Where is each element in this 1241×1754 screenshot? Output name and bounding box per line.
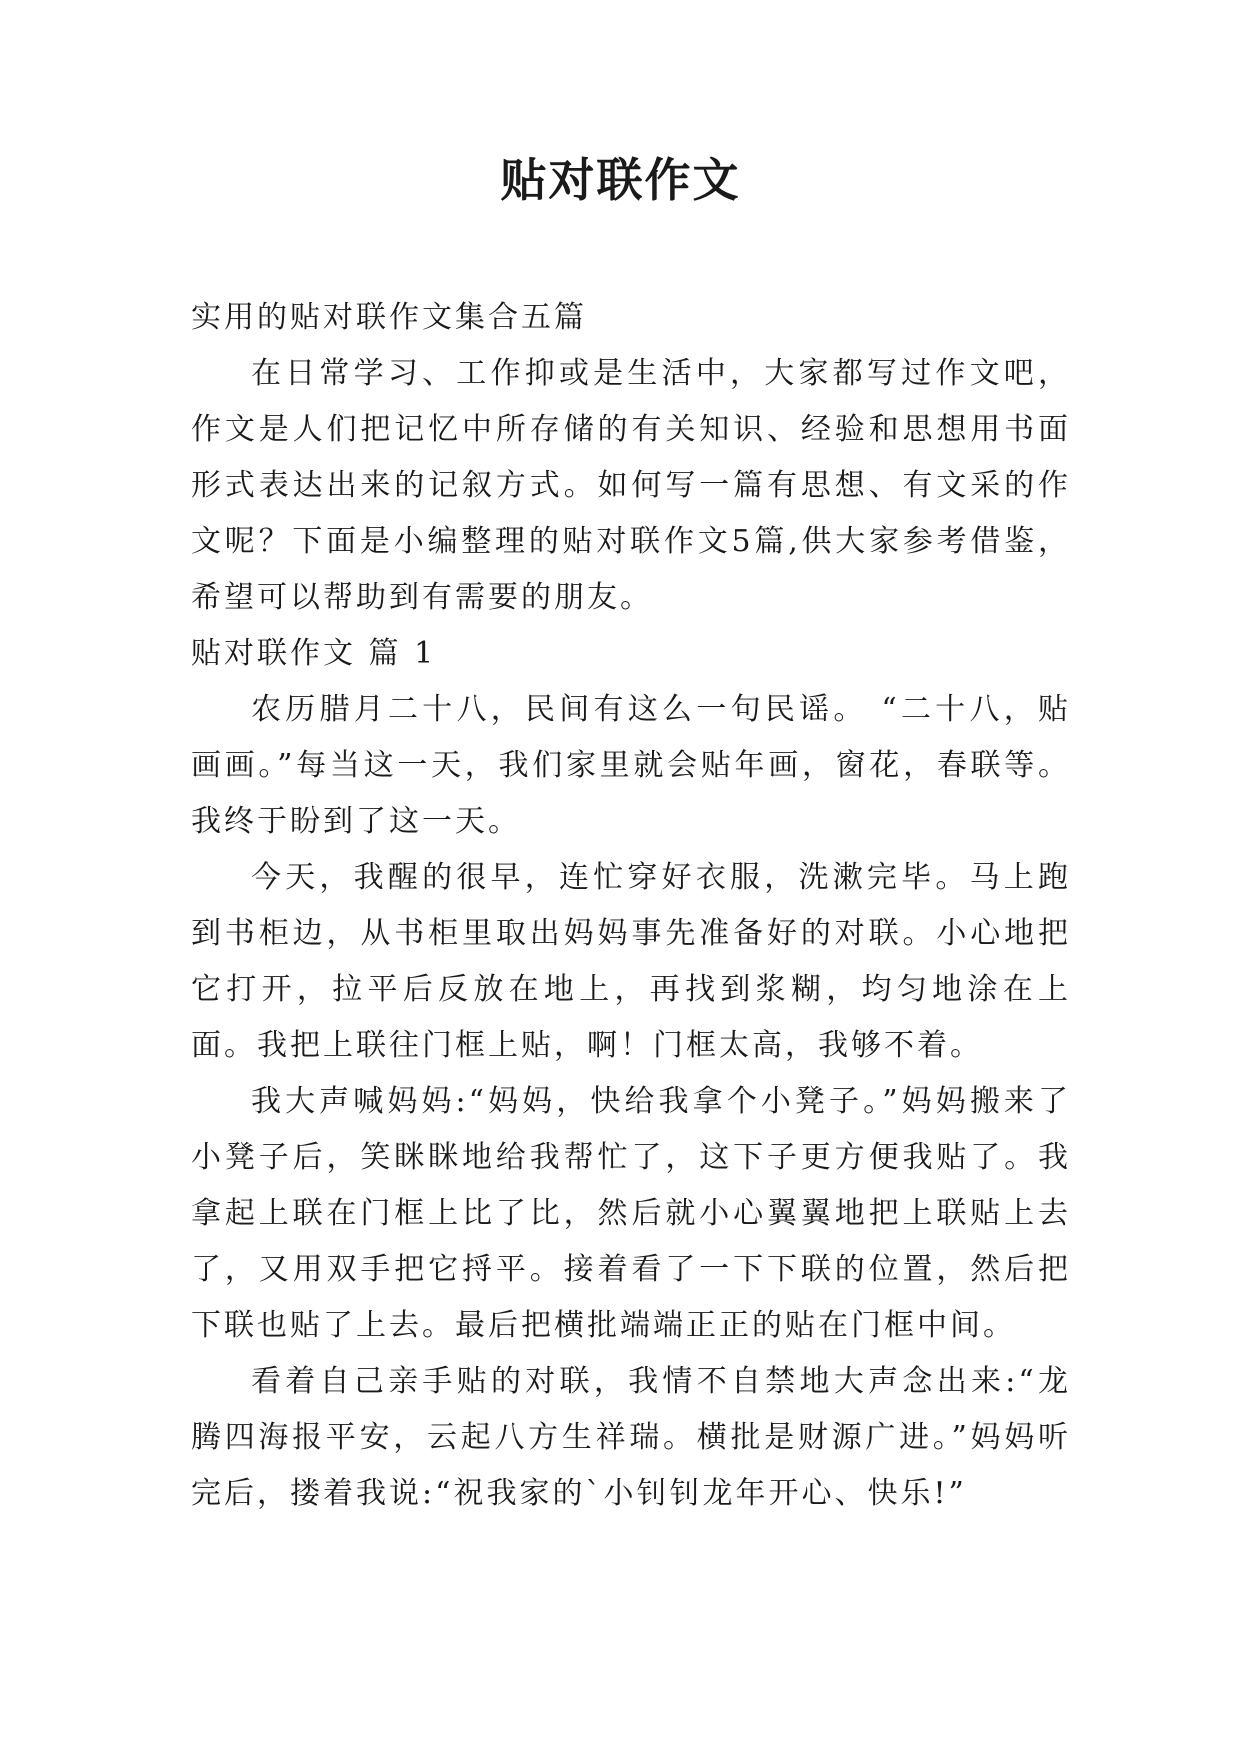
body-paragraph-1: 农历腊月二十八，民间有这么一句民谣。 “二十八，贴画画。”每当这一天，我们家里就会贴年画，窗花，春联等。我终于盼到了这一天。: [191, 692, 1071, 839]
intro-paragraph: 在日常学习、工作抑或是生活中，大家都写过作文吧，作文是人们把记忆中所存储的有关知识、经验和思想用书面形式表达出来的记叙方式。如何写一篇有思想、有文采的作文呢？下面是小编整理的贴对联作文5篇,供大家参考借鉴，希望可以帮助到有需要的朋友。: [191, 356, 1071, 615]
document-body: [191, 290, 1071, 1522]
body-paragraph-4: 看着自己亲手贴的对联，我情不自禁地大声念出来:“龙腾四海报平安，云起八方生祥瑞。横批是财源广进。”妈妈听完后，搂着我说:“祝我家的`小钊钊龙年开心、快乐!”: [191, 1364, 1071, 1511]
document-subtitle: 实用的贴对联作文集合五篇: [191, 300, 587, 335]
body-paragraph-3: 我大声喊妈妈:“妈妈，快给我拿个小凳子。”妈妈搬来了小凳子后，笑眯眯地给我帮忙了，这下子更方便我贴了。我拿起上联在门框上比了比，然后就小心翼翼地把上联贴上去了，又用双手把它捋平。接着看了一下下联的位置，然后把下联也贴了上去。最后把横批端端正正的贴在门框中间。: [191, 1084, 1071, 1343]
section-heading: 贴对联作文 篇 1: [191, 636, 437, 671]
body-paragraph-2: 今天，我醒的很早，连忙穿好衣服，洗漱完毕。马上跑到书柜边，从书柜里取出妈妈事先准备好的对联。小心地把它打开，拉平后反放在地上，再找到浆糊，均匀地涂在上面。我把上联往门框上贴，啊！门框太高，我够不着。: [191, 860, 1071, 1063]
document-title: 贴对联作文: [500, 153, 741, 207]
